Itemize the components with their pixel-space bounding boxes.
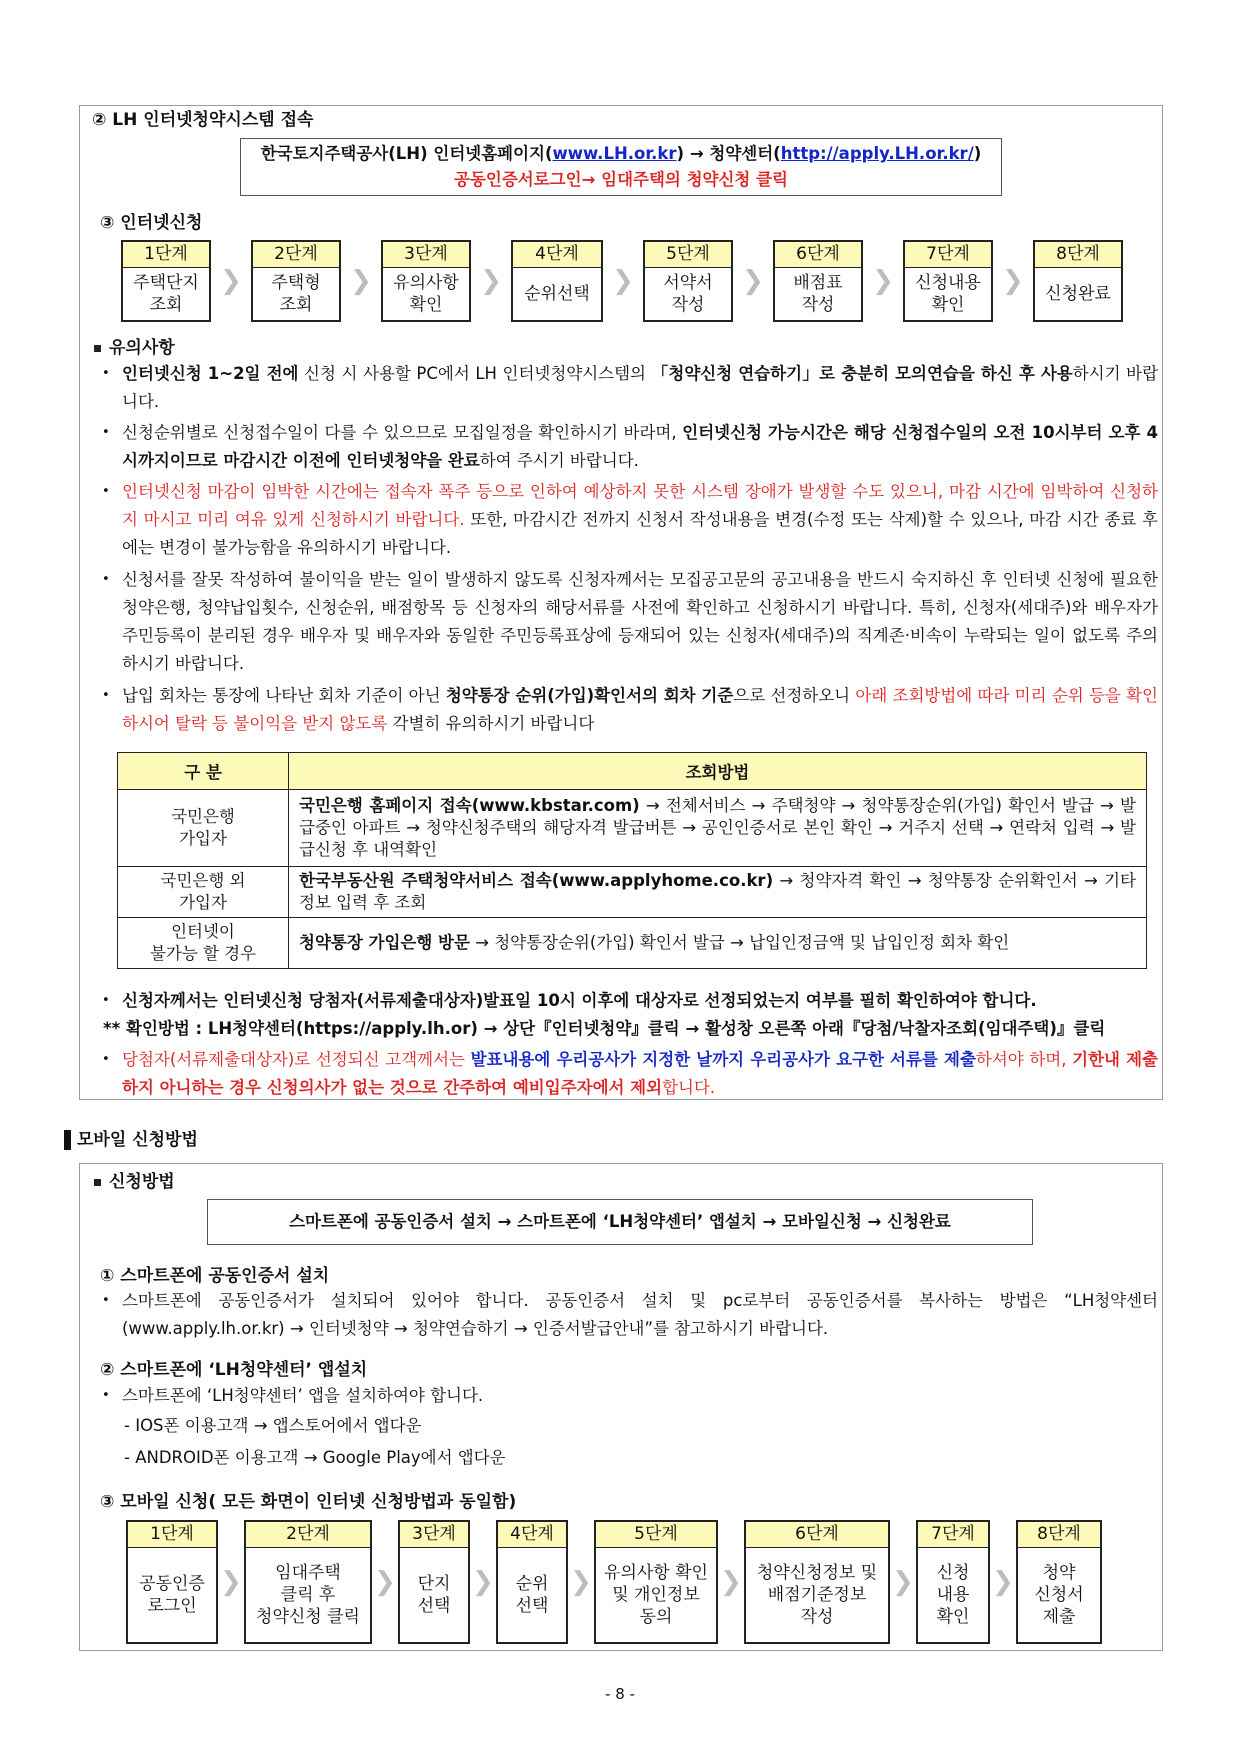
bullet-icon: • — [102, 425, 110, 440]
mobile-step-1: 1단계 공동인증 로그인 — [126, 1520, 218, 1644]
note-2: • 신청순위별로 신청접수일이 다를 수 있으므로 모집일정을 확인하시기 바라며, 인터넷신청 가능시간은 해당 신청접수일의 오전 10시부터 오후 4시까지이므로 마감시간 이전에 인터넷청약을 완료하여 주시기 바랍니다. — [100, 419, 1158, 475]
note-5: • 납입 회차는 통장에 나타난 회차 기준이 아닌 청약통장 순위(가입)확인서의 회차 기준으로 선정하오니 아래 조회방법에 따라 미리 순위 등을 확인하시어 탈락 등 불이익을 받지 않도록 각별히 유의하시기 바랍니다 — [100, 682, 1158, 738]
lh-homepage-link[interactable]: www.LH.or.kr — [552, 144, 677, 163]
mobile-step-3: 3단계 단지 선택 — [398, 1520, 470, 1644]
mobile-s1-title: ① 스마트폰에 공동인증서 설치 — [100, 1266, 330, 1286]
mobile-s1-text: • 스마트폰에 공동인증서가 설치되어 있어야 합니다. 공동인증서 설치 및 pc로부터 공동인증서를 복사하는 방법은 “LH청약센터(www.apply.lh.or.kr) → 인터넷청약 → 청약연습하기 → 인증서발급안내”를 참고하시기 바랍니다. — [100, 1287, 1158, 1343]
internet-steps — [121, 240, 1123, 322]
bullet-icon: • — [102, 993, 110, 1008]
mobile-step-6: 6단계 청약신청정보 및 배점기준정보 작성 — [744, 1520, 890, 1644]
bullet-icon: • — [102, 484, 110, 499]
mobile-step-2: 2단계 임대주택 클릭 후 청약신청 클릭 — [244, 1520, 372, 1644]
arrow-icon: ❯ — [374, 1567, 396, 1597]
note-1: • 인터넷신청 1~2일 전에 신청 시 사용할 PC에서 LH 인터넷청약시스템의 「청약신청 연습하기」로 충분히 모의연습을 하신 후 사용하시기 바랍니다. — [100, 360, 1158, 416]
mobile-sub-title: 신청방법 — [94, 1167, 175, 1192]
internet-step-7: 7단계 신청내용 확인 — [903, 240, 993, 322]
table-row: 인터넷이 불가능 할 경우 청약통장 가입은행 방문 → 청약통장순위(가입) 확인서 발급 → 납입인정금액 및 납입인정 회차 확인 — [118, 918, 1147, 969]
mobile-step-4: 4단계 순위 선택 — [496, 1520, 568, 1644]
mobile-title: 모바일 신청방법 — [64, 1125, 198, 1150]
mobile-s2-ios: - IOS폰 이용고객 → 앱스토어에서 앱다운 — [124, 1416, 422, 1435]
lh-access-line2: 공동인증서로그인→ 임대주택의 청약신청 클릭 — [454, 170, 788, 189]
mobile-steps — [126, 1520, 1102, 1644]
internet-step-8: 8단계 신청완료 — [1033, 240, 1123, 322]
page-number: - 8 - — [605, 1685, 635, 1703]
internet-step-2: 2단계 주택형 조회 — [251, 240, 341, 322]
mobile-step-7: 7단계 신청 내용 확인 — [916, 1520, 990, 1644]
mobile-s2-android: - ANDROID폰 이용고객 → Google Play에서 앱다운 — [124, 1448, 506, 1467]
lh-access-line1: 한국토지주택공사(LH) 인터넷홈페이지(www.LH.or.kr) → 청약센터(http://apply.LH.or.kr/) — [260, 144, 982, 163]
note-3: • 인터넷신청 마감이 임박한 시간에는 접속자 폭주 등으로 인하여 예상하지 못한 시스템 장애가 발생할 수도 있으니, 마감 시간에 임박하여 신청하지 마시고 미리 여유 있게 신청하시기 바랍니다. 또한, 마감시간 전까지 신청서 작성내용을 변경(수정 또는 삭제)할 수 있으나, 마감 시간 종료 후에는 변경이 불가능함을 유의하시기 바랍니다. — [100, 478, 1158, 562]
arrow-icon: ❯ — [742, 266, 764, 296]
bullet-icon: • — [102, 688, 110, 703]
bullet-icon: • — [102, 366, 110, 381]
lookup-table — [117, 752, 1147, 969]
arrow-icon: ❯ — [612, 266, 634, 296]
confirm-method: ** 확인방법 : LH청약센터(https://apply.lh.or) → 상단『인터넷청약』클릭 → 활성창 오른쪽 아래『당첨/낙찰자조회(임대주택)』클릭 — [103, 1019, 1106, 1038]
bullet-icon: • — [102, 572, 110, 587]
mobile-s3-title: ③ 모바일 신청( 모든 화면이 인터넷 신청방법과 동일함) — [100, 1492, 517, 1512]
arrow-icon: ❯ — [350, 266, 372, 296]
lh-access-box — [240, 138, 1002, 196]
mobile-s2-title: ② 스마트폰에 ‘LH청약센터’ 앱설치 — [100, 1360, 368, 1380]
note-4: • 신청서를 잘못 작성하여 불이익을 받는 일이 발생하지 않도록 신청자께서는 모집공고문의 공고내용을 반드시 숙지하신 후 인터넷 신청에 필요한 청약은행, 청약납입횟수, 신청순위, 배점항목 등 신청자의 해당서류를 사전에 확인하고 신청하시기 바랍니다. 특히, 신청자(세대주)와 배우자가 주민등록이 분리된 경우 배우자 및 배우자와 동일한 주민등록표상에 등재되어 있는 신청자(세대주)의 직계존·비속이 누락되는 일이 없도록 주의하시기 바랍니다. — [100, 566, 1158, 678]
internet-step-4: 4단계 순위선택 — [511, 240, 603, 322]
table-row: 국민은행 가입자 국민은행 홈페이지 접속(www.kbstar.com) → 전체서비스 → 주택청약 → 청약통장순위(가입) 확인서 발급 → 발급중인 아파트 → 청약신청주택의 해당자격 발급버튼 → 공인인증서로 본인 확인 → 거주지 선택 → 연락처 입력 → 발급신청 후 내역확인 — [118, 790, 1147, 867]
arrow-icon: ❯ — [892, 1567, 914, 1597]
note-7: • 당첨자(서류제출대상자)로 선정되신 고객께서는 발표내용에 우리공사가 지정한 날까지 우리공사가 요구한 서류를 제출하셔야 하며, 기한내 제출하지 아니하는 경우 신청의사가 없는 것으로 간주하여 예비입주자에서 제외합니다. — [100, 1046, 1158, 1102]
arrow-icon: ❯ — [472, 1567, 494, 1597]
bullet-icon: • — [102, 1388, 110, 1403]
internet-step-1: 1단계 주택단지 조회 — [121, 240, 211, 322]
arrow-icon: ❯ — [1002, 266, 1024, 296]
section-bar-icon — [64, 1130, 71, 1150]
bullet-icon: • — [102, 1052, 110, 1067]
bullet-icon: • — [102, 1293, 110, 1308]
notes-title: 유의사항 — [94, 333, 175, 358]
arrow-icon: ❯ — [220, 266, 242, 296]
mobile-flow-box: 스마트폰에 공동인증서 설치 → 스마트폰에 ‘LH청약센터’ 앱설치 → 모바일신청 → 신청완료 — [207, 1199, 1033, 1245]
arrow-icon: ❯ — [720, 1567, 742, 1597]
section2-title: ② LH 인터넷청약시스템 접속 — [92, 110, 314, 130]
square-bullet-icon — [94, 1179, 101, 1186]
arrow-icon: ❯ — [872, 266, 894, 296]
internet-step-6: 6단계 배점표 작성 — [773, 240, 863, 322]
square-bullet-icon — [94, 345, 101, 352]
mobile-s2-text: • 스마트폰에 ‘LH청약센터’ 앱을 설치하여야 합니다. — [100, 1382, 1158, 1410]
note-6: • 신청자께서는 인터넷신청 당첨자(서류제출대상자)발표일 10시 이후에 대상자로 선정되었는지 여부를 필히 확인하여야 합니다. — [100, 987, 1158, 1015]
table-header: 구 분 조회방법 — [118, 753, 1147, 790]
arrow-icon: ❯ — [480, 266, 502, 296]
internet-step-3: 3단계 유의사항 확인 — [381, 240, 471, 322]
mobile-step-5: 5단계 유의사항 확인 및 개인정보 동의 — [594, 1520, 718, 1644]
table-row: 국민은행 외 가입자 한국부동산원 주택청약서비스 접속(www.applyhome.co.kr) → 청약자격 확인 → 청약통장 순위확인서 → 기타 정보 입력 후 조회 — [118, 867, 1147, 918]
internet-step-5: 5단계 서약서 작성 — [643, 240, 733, 322]
apply-center-link[interactable]: http://apply.LH.or.kr/ — [780, 144, 974, 163]
arrow-icon: ❯ — [220, 1567, 242, 1597]
arrow-icon: ❯ — [992, 1567, 1014, 1597]
mobile-step-8: 8단계 청약 신청서 제출 — [1016, 1520, 1102, 1644]
arrow-icon: ❯ — [570, 1567, 592, 1597]
section3-title: ③ 인터넷신청 — [100, 213, 203, 233]
